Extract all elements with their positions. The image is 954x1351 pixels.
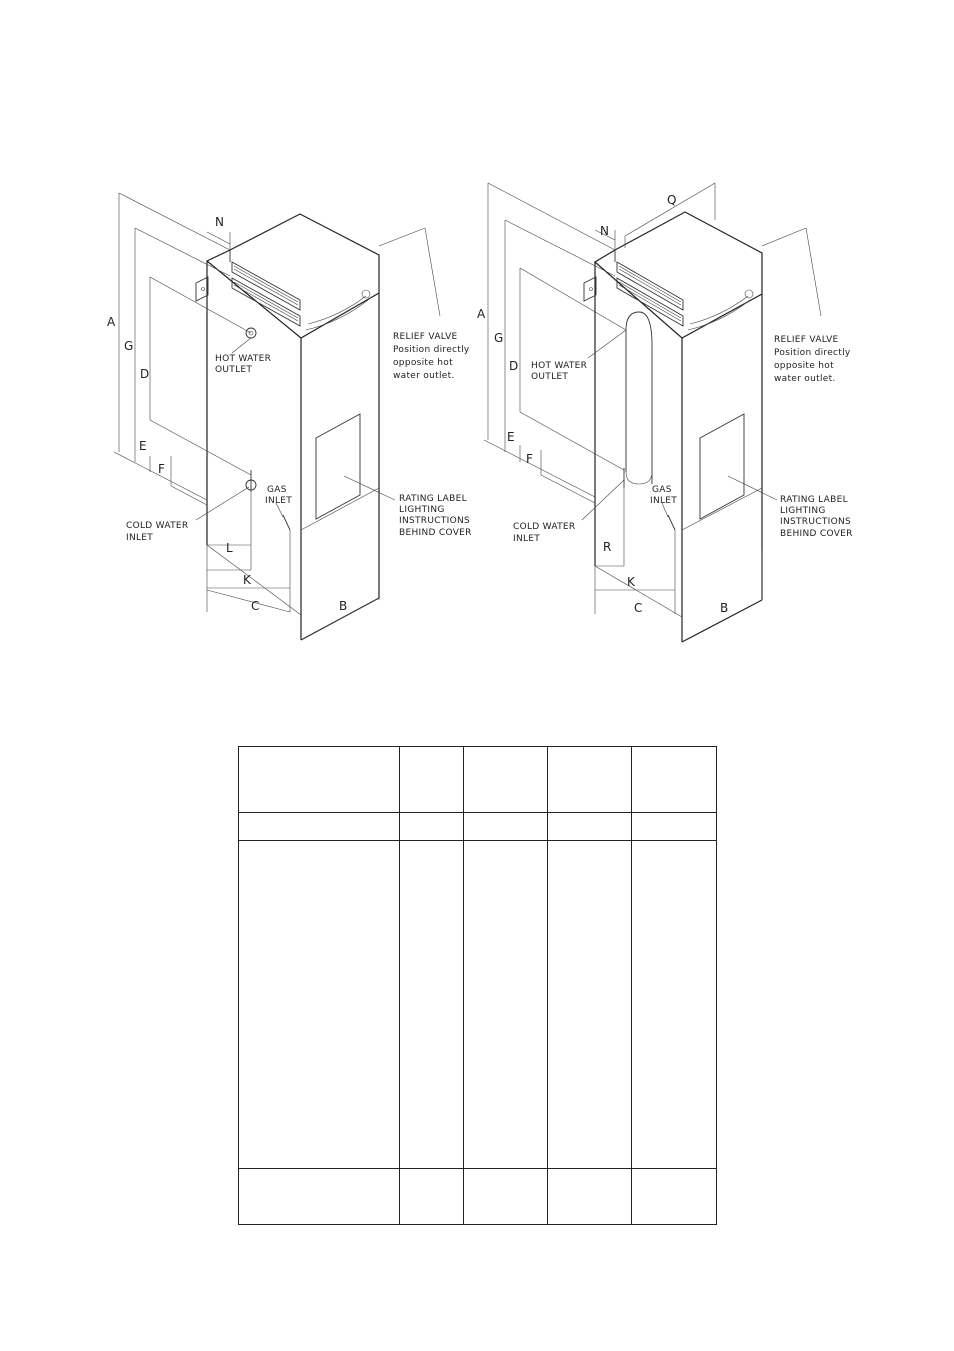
table-row <box>239 813 717 841</box>
svg-text:water outlet.: water outlet. <box>774 374 836 384</box>
table-cell <box>239 813 400 841</box>
left-dim-d: D <box>140 367 150 381</box>
svg-text:Position directly: Position directly <box>774 348 851 358</box>
table-cell <box>400 1169 464 1225</box>
table-cell <box>632 841 717 1169</box>
left-dim-n: N <box>215 215 224 229</box>
right-dim-c: C <box>634 601 643 615</box>
table-cell <box>400 747 464 813</box>
table-cell <box>239 841 400 1169</box>
svg-text:opposite hot: opposite hot <box>393 358 453 368</box>
right-dim-k: K <box>627 575 635 589</box>
left-dim-e: E <box>139 439 147 453</box>
left-dim-l: L <box>226 541 233 555</box>
table-cell <box>464 813 548 841</box>
table-cell <box>464 841 548 1169</box>
table-cell <box>548 1169 632 1225</box>
right-gas-inlet-label <box>650 485 677 506</box>
table-cell <box>400 813 464 841</box>
table-cell <box>548 813 632 841</box>
table-cell <box>464 747 548 813</box>
svg-text:HOT WATER: HOT WATER <box>531 361 588 371</box>
svg-text:COLD WATER: COLD WATER <box>126 521 189 531</box>
svg-text:RATING LABEL: RATING LABEL <box>399 494 467 504</box>
left-rating-label-label <box>399 494 472 538</box>
left-heater-drawing <box>107 193 472 640</box>
svg-text:INLET: INLET <box>265 496 293 506</box>
right-dim-g: G <box>494 331 504 345</box>
left-dim-f: F <box>158 462 165 476</box>
right-dim-f: F <box>526 452 533 466</box>
svg-text:RELIEF VALVE: RELIEF VALVE <box>774 335 839 345</box>
svg-text:INLET: INLET <box>126 533 154 543</box>
right-cold-water-inlet-label <box>513 522 575 544</box>
table-cell <box>400 841 464 1169</box>
right-relief-valve-label <box>774 335 851 384</box>
table-cell <box>548 747 632 813</box>
left-cold-water-inlet-label <box>126 521 188 543</box>
svg-text:HOT WATER: HOT WATER <box>215 354 272 364</box>
left-dim-g: G <box>124 339 134 353</box>
svg-text:LIGHTING: LIGHTING <box>399 505 445 515</box>
svg-text:BEHIND COVER: BEHIND COVER <box>399 528 472 538</box>
svg-text:INLET: INLET <box>650 496 678 506</box>
left-hot-water-outlet-label <box>215 354 271 375</box>
svg-text:BEHIND COVER: BEHIND COVER <box>780 529 853 539</box>
left-relief-valve-label <box>393 332 470 381</box>
right-dim-q: Q <box>667 193 677 207</box>
svg-text:INLET: INLET <box>513 534 541 544</box>
right-hot-water-outlet-label <box>531 361 587 382</box>
left-dim-k: K <box>243 573 251 587</box>
left-dim-a: A <box>107 315 116 329</box>
right-vent-grille <box>617 262 683 326</box>
svg-text:GAS: GAS <box>652 485 672 495</box>
svg-text:INSTRUCTIONS: INSTRUCTIONS <box>780 517 852 527</box>
table-cell <box>464 1169 548 1225</box>
right-dimension-lines <box>484 183 762 614</box>
svg-text:COLD WATER: COLD WATER <box>513 522 576 532</box>
right-heater-drawing <box>477 183 853 642</box>
left-vent-grille <box>232 262 300 326</box>
svg-text:INSTRUCTIONS: INSTRUCTIONS <box>399 516 471 526</box>
dimensions-table <box>238 746 717 1225</box>
table-cell <box>548 841 632 1169</box>
svg-text:water outlet.: water outlet. <box>393 371 455 381</box>
svg-text:GAS: GAS <box>267 485 287 495</box>
table-cell <box>632 747 717 813</box>
left-gas-inlet-label <box>265 485 292 506</box>
svg-text:OUTLET: OUTLET <box>215 365 253 375</box>
svg-text:opposite hot: opposite hot <box>774 361 834 371</box>
right-dim-b: B <box>720 601 729 615</box>
right-dim-a: A <box>477 307 486 321</box>
svg-text:OUTLET: OUTLET <box>531 372 569 382</box>
right-rating-label-label <box>780 495 853 539</box>
svg-text:LIGHTING: LIGHTING <box>780 506 826 516</box>
left-dim-b: B <box>339 599 348 613</box>
svg-text:RELIEF VALVE: RELIEF VALVE <box>393 332 458 342</box>
table-cell <box>239 1169 400 1225</box>
left-dim-c: C <box>251 599 260 613</box>
table-row <box>239 1169 717 1225</box>
right-dim-d: D <box>509 359 519 373</box>
table-header-row <box>239 747 717 813</box>
right-dim-r: R <box>603 540 612 554</box>
table-cell <box>239 747 400 813</box>
right-dim-n: N <box>600 224 609 238</box>
svg-text:RATING LABEL: RATING LABEL <box>780 495 848 505</box>
right-dim-e: E <box>507 430 515 444</box>
table-cell <box>632 1169 717 1225</box>
table-cell <box>632 813 717 841</box>
table-row <box>239 841 717 1169</box>
svg-text:Position directly: Position directly <box>393 345 470 355</box>
